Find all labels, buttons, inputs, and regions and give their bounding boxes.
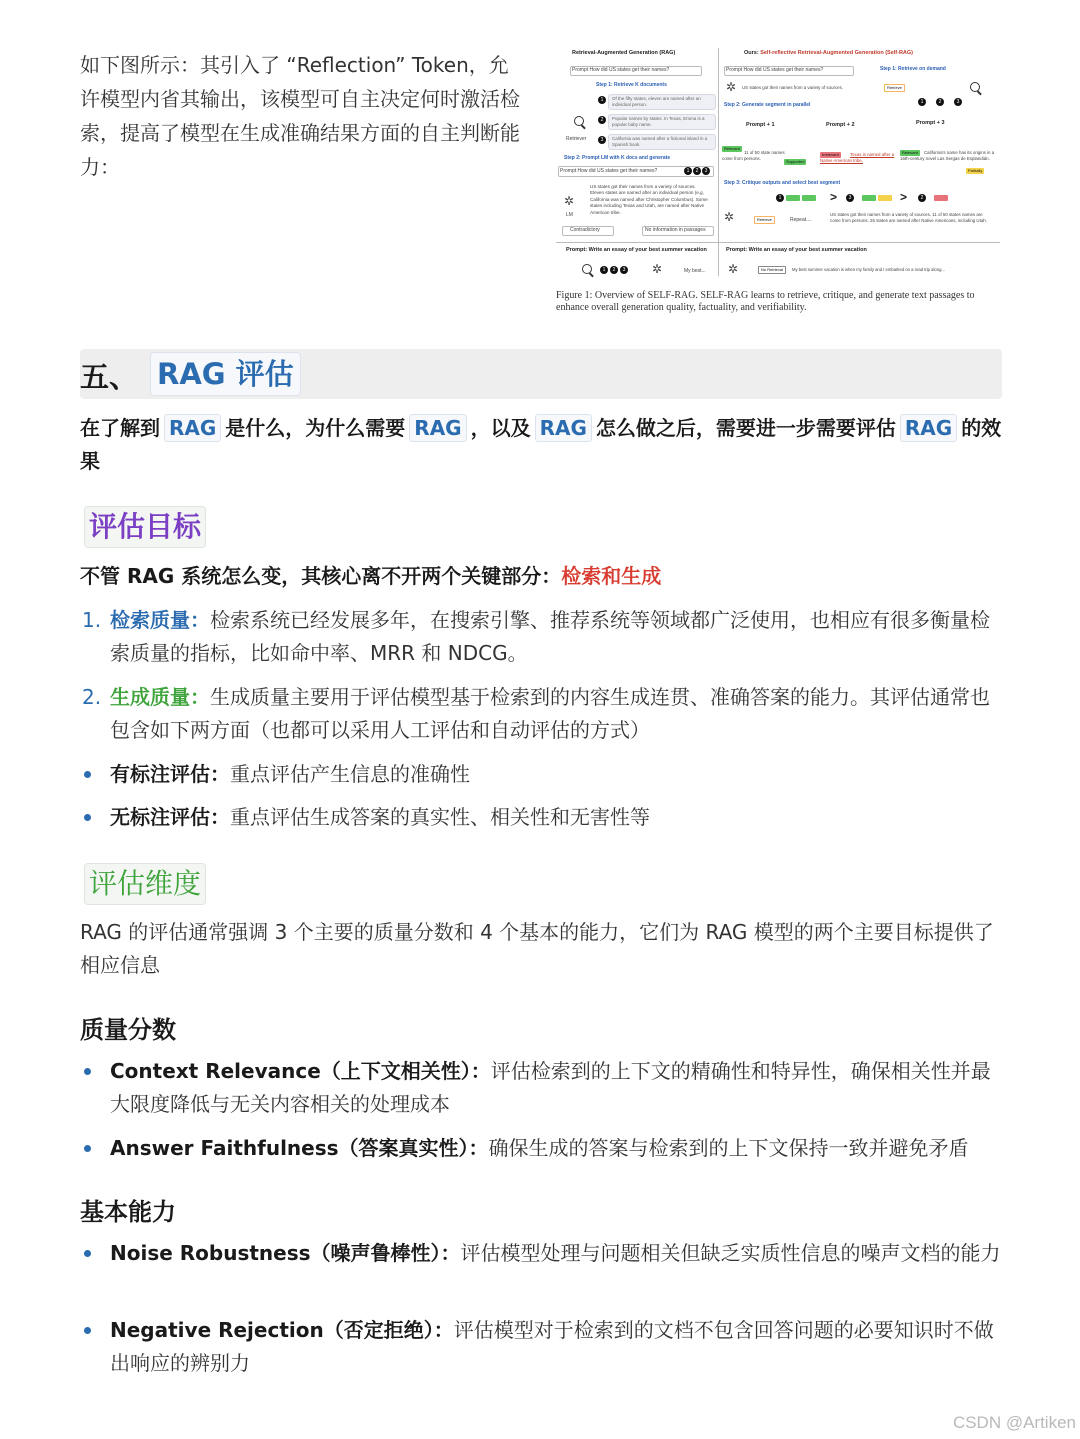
dimension-heading: 评估维度	[84, 863, 206, 905]
goal-bullet-2-label: 无标注评估：	[110, 805, 230, 829]
goal-bullet-1-text: 重点评估产生信息的准确性	[230, 762, 470, 786]
rank-dot-3: 3	[846, 194, 854, 202]
rag-title: Retrieval-Augmented Generation (RAG)	[572, 50, 676, 56]
goal-item-1-label: 检索质量：	[110, 608, 210, 632]
lead-part-1: 在了解到	[80, 416, 160, 440]
ability-item-1-label: Noise Robustness（噪声鲁棒性）：	[110, 1241, 461, 1265]
quality-item-1	[80, 1055, 1005, 1121]
retrieve-tag: Retrieve	[884, 84, 905, 92]
rank-1-tag-b	[802, 195, 816, 201]
lead-part-2: 是什么，为什么需要	[225, 416, 406, 440]
relevant-tag-3: Relevant	[902, 150, 918, 155]
rag-bottom-dot3: 3	[620, 266, 628, 274]
watermark: CSDN @Artiken	[952, 1413, 1076, 1432]
rag-code-2: RAG	[409, 414, 466, 442]
ability-item-1-text: 评估模型处理与问题相关但缺乏实质性信息的噪声文档的能力	[460, 1241, 1001, 1265]
section-header-bar	[80, 349, 1002, 399]
rank-3-tag-b	[878, 195, 892, 201]
greater-than-1: >	[830, 190, 838, 204]
goal-item-2-num: 2.	[82, 685, 102, 709]
self-rag-dot2: 2	[936, 98, 944, 106]
bottom-divider	[556, 242, 1000, 243]
lead-part-5: 的效果	[80, 416, 1002, 473]
segment-2: Texas is named after a Native American tribe.	[820, 152, 895, 163]
no-retrieval-tag: No Retrieval	[758, 266, 786, 274]
relevant-tag-1: Relevant	[724, 146, 740, 151]
bullet-dot	[84, 771, 91, 778]
rag-no-info: No information in passages	[645, 227, 706, 233]
rank-1-tag-a	[786, 195, 800, 201]
self-rag-title: Ours: Self-reflective Retrieval-Augmented Generation (Self-RAG)	[744, 50, 914, 56]
quality-item-2-text: 确保生成的答案与检索到的上下文保持一致并避免矛盾	[488, 1136, 969, 1160]
rag-bottom-lm-icon: ✲	[652, 262, 663, 276]
rank-2-tag	[934, 195, 948, 201]
prompt-1: Prompt + 1	[746, 122, 775, 128]
goal-item-1-text: 检索系统已经发展多年，在搜索引擎、推荐系统等领域都广泛使用，也相应有很多衡量检索质量的指标，比如命中率、MRR 和 NDCG。	[110, 608, 990, 665]
rag-doc2-dot: 2	[598, 116, 606, 124]
rag-step1: Step 1: Retrieve K documents	[596, 82, 667, 88]
quality-item-1-label: Context Relevance（上下文相关性）：	[110, 1059, 491, 1083]
self-rag-bottom-output: My best summer vacation is when my family and I embarked on a road trip along...	[792, 267, 945, 272]
rag-bottom-dot1: 1	[600, 266, 608, 274]
lead-part-3: ，以及	[470, 416, 531, 440]
rag-step2: Step 2: Prompt LM with K docs and generate	[564, 155, 671, 161]
bullet-dot	[84, 1068, 91, 1075]
lead-paragraph	[80, 412, 1005, 478]
rag-retriever-label: Retriever	[566, 136, 587, 142]
rag-prompt-dot2: 2	[693, 167, 701, 175]
goal-intro-highlight: 检索和生成	[561, 564, 662, 588]
section-number: 五、	[80, 360, 139, 394]
rank-dot-2: 2	[918, 194, 926, 202]
self-rag-search-icon	[970, 82, 980, 92]
self-rag-figure	[556, 44, 1000, 320]
ability-item-2-text: 评估模型对于检索到的文档不包含回答问题的必要知识时不做出响应的辨别力	[110, 1318, 994, 1375]
self-rag-dot3: 3	[954, 98, 962, 106]
self-rag-prompt-text: Prompt How did US states get their names?	[726, 67, 824, 73]
self-rag-step2: Step 2: Generate segment in parallel	[724, 102, 811, 108]
goal-intro	[80, 560, 1005, 593]
lm-icon: ✲	[564, 194, 575, 208]
rag-code-3: RAG	[535, 414, 592, 442]
rag-prompt-text-2: Prompt How did US states get their names?	[560, 168, 658, 174]
repeat-label: Repeat....	[790, 217, 812, 223]
bullet-dot	[84, 1145, 91, 1152]
self-rag-step1-out: US states got their names from a variety of sources.	[742, 85, 844, 90]
supported-tag: Supported	[786, 159, 805, 164]
ability-item-2	[80, 1314, 1005, 1380]
goal-bullet-2	[80, 801, 1005, 834]
final-output: US states got their names from a variety of sources. 11 of 50 states names are come from persons. 26 states are named after Native Americans, including Utah.	[830, 212, 987, 223]
irrelevant-tag: Irrelevant	[822, 152, 839, 157]
dimension-intro: RAG 的评估通常强调 3 个主要的质量分数和 4 个基本的能力，它们为 RAG 模型的两个主要目标提供了相应信息	[80, 920, 994, 977]
lead-part-4: 怎么做之后，需要进一步需要评估	[595, 416, 896, 440]
rag-doc3-dot: 3	[598, 136, 606, 144]
quality-item-2-label: Answer Faithfulness（答案真实性）：	[110, 1136, 489, 1160]
quality-heading: 质量分数	[80, 1016, 176, 1044]
self-rag-lm-icon-2: ✲	[724, 210, 735, 224]
prompt-2: Prompt + 2	[826, 122, 855, 128]
goal-item-2-text: 生成质量主要用于评估模型基于检索到的内容生成连贯、准确答案的能力。其评估通常也包含如下两方面（也都可以采用人工评估和自动评估的方式）	[110, 685, 990, 742]
self-rag-step3: Step 3: Critique outputs and select best segment	[724, 180, 841, 186]
ability-item-1	[80, 1237, 1005, 1270]
section-title: RAG 评估	[150, 352, 301, 396]
self-rag-step1: Step 1: Retrieve on demand	[880, 66, 946, 72]
goal-item-1	[80, 604, 1005, 670]
rag-doc3: California was named after a fictional island in a Spanish book.	[608, 134, 716, 150]
segment-3: California's name has its origins in a 16th-century novel Las Sergas de Esplandián.	[900, 150, 995, 161]
rag-doc1-dot: 1	[598, 96, 606, 104]
rag-doc2: Popular names by states. In Texas, Emma is a popular baby name.	[608, 114, 716, 130]
quality-item-2	[80, 1132, 1005, 1165]
goal-item-1-num: 1.	[82, 608, 102, 632]
goal-intro-text: 不管 RAG 系统怎么变，其核心离不开两个关键部分：	[80, 564, 562, 588]
goal-item-2	[80, 681, 1005, 747]
rag-search-icon	[574, 116, 584, 126]
rag-bottom-search-icon	[582, 264, 592, 274]
ability-item-2-label: Negative Rejection（否定拒绝）：	[110, 1318, 454, 1342]
bullet-dot	[84, 814, 91, 821]
rag-prompt-dot3: 3	[702, 167, 710, 175]
self-rag-lm-icon: ✲	[726, 80, 737, 94]
self-rag-dot1: 1	[918, 98, 926, 106]
rag-bottom-output: My best...	[684, 268, 706, 274]
goal-item-2-label: 生成质量：	[110, 685, 210, 709]
segment-1: 11 of 50 state names come from persons.	[722, 150, 785, 161]
intro-paragraph: 如下图所示：其引入了 “Reflection” Token，允许模型内省其输出，该模型可自主决定何时激活检索，提高了模型在生成准确结果方面的自主判断能力：	[80, 53, 520, 179]
rag-contradictory: Contradictory	[570, 227, 600, 233]
self-rag-bottom-lm-icon: ✲	[728, 262, 739, 276]
rag-bottom-dot2: 2	[610, 266, 618, 274]
prompt-3: Prompt + 3	[916, 120, 945, 126]
retrieve-tag-2: Retrieve	[754, 216, 775, 224]
rag-lm-label: LM	[566, 212, 573, 218]
goal-bullet-1	[80, 758, 1005, 791]
rank-dot-1: 1	[776, 194, 784, 202]
bullet-dot	[84, 1250, 91, 1257]
partially-tag: Partially	[968, 168, 983, 173]
quality-item-1-text: 评估检索到的上下文的精确性和特异性，确保相关性并最大限度降低与无关内容相关的处理成本	[110, 1059, 991, 1116]
rag-doc1: Of the fifty states, eleven are named after an individual person.	[608, 94, 716, 110]
ability-heading: 基本能力	[80, 1198, 176, 1226]
goal-bullet-1-label: 有标注评估：	[110, 762, 230, 786]
rank-3-tag-a	[862, 195, 876, 201]
rag-bottom-prompt: Prompt: Write an essay of your best summer vacation	[566, 247, 707, 253]
self-rag-bottom-prompt: Prompt: Write an essay of your best summer vacation	[726, 247, 867, 253]
figure-caption: Figure 1: Overview of SELF-RAG. SELF-RAG learns to retrieve, critique, and generate text passages to enhance overall generation quality, factuality, and verifiability.	[556, 290, 975, 313]
rag-prompt-dot1: 1	[684, 167, 692, 175]
rag-code-1: RAG	[164, 414, 221, 442]
greater-than-2: >	[900, 190, 908, 204]
bullet-dot	[84, 1327, 91, 1334]
rag-lm-output: US states got their names from a variety of sources. Eleven states are named after an individual person (e.g, California was named after Christopher Columbus). Some states including Texas and Utah, are named after Native American tribe.	[590, 184, 708, 215]
rag-code-4: RAG	[900, 414, 957, 442]
rag-prompt-text: Prompt How did US states get their names?	[572, 67, 670, 73]
goal-bullet-2-text: 重点评估生成答案的真实性、相关性和无害性等	[230, 805, 650, 829]
goal-heading: 评估目标	[84, 506, 206, 548]
